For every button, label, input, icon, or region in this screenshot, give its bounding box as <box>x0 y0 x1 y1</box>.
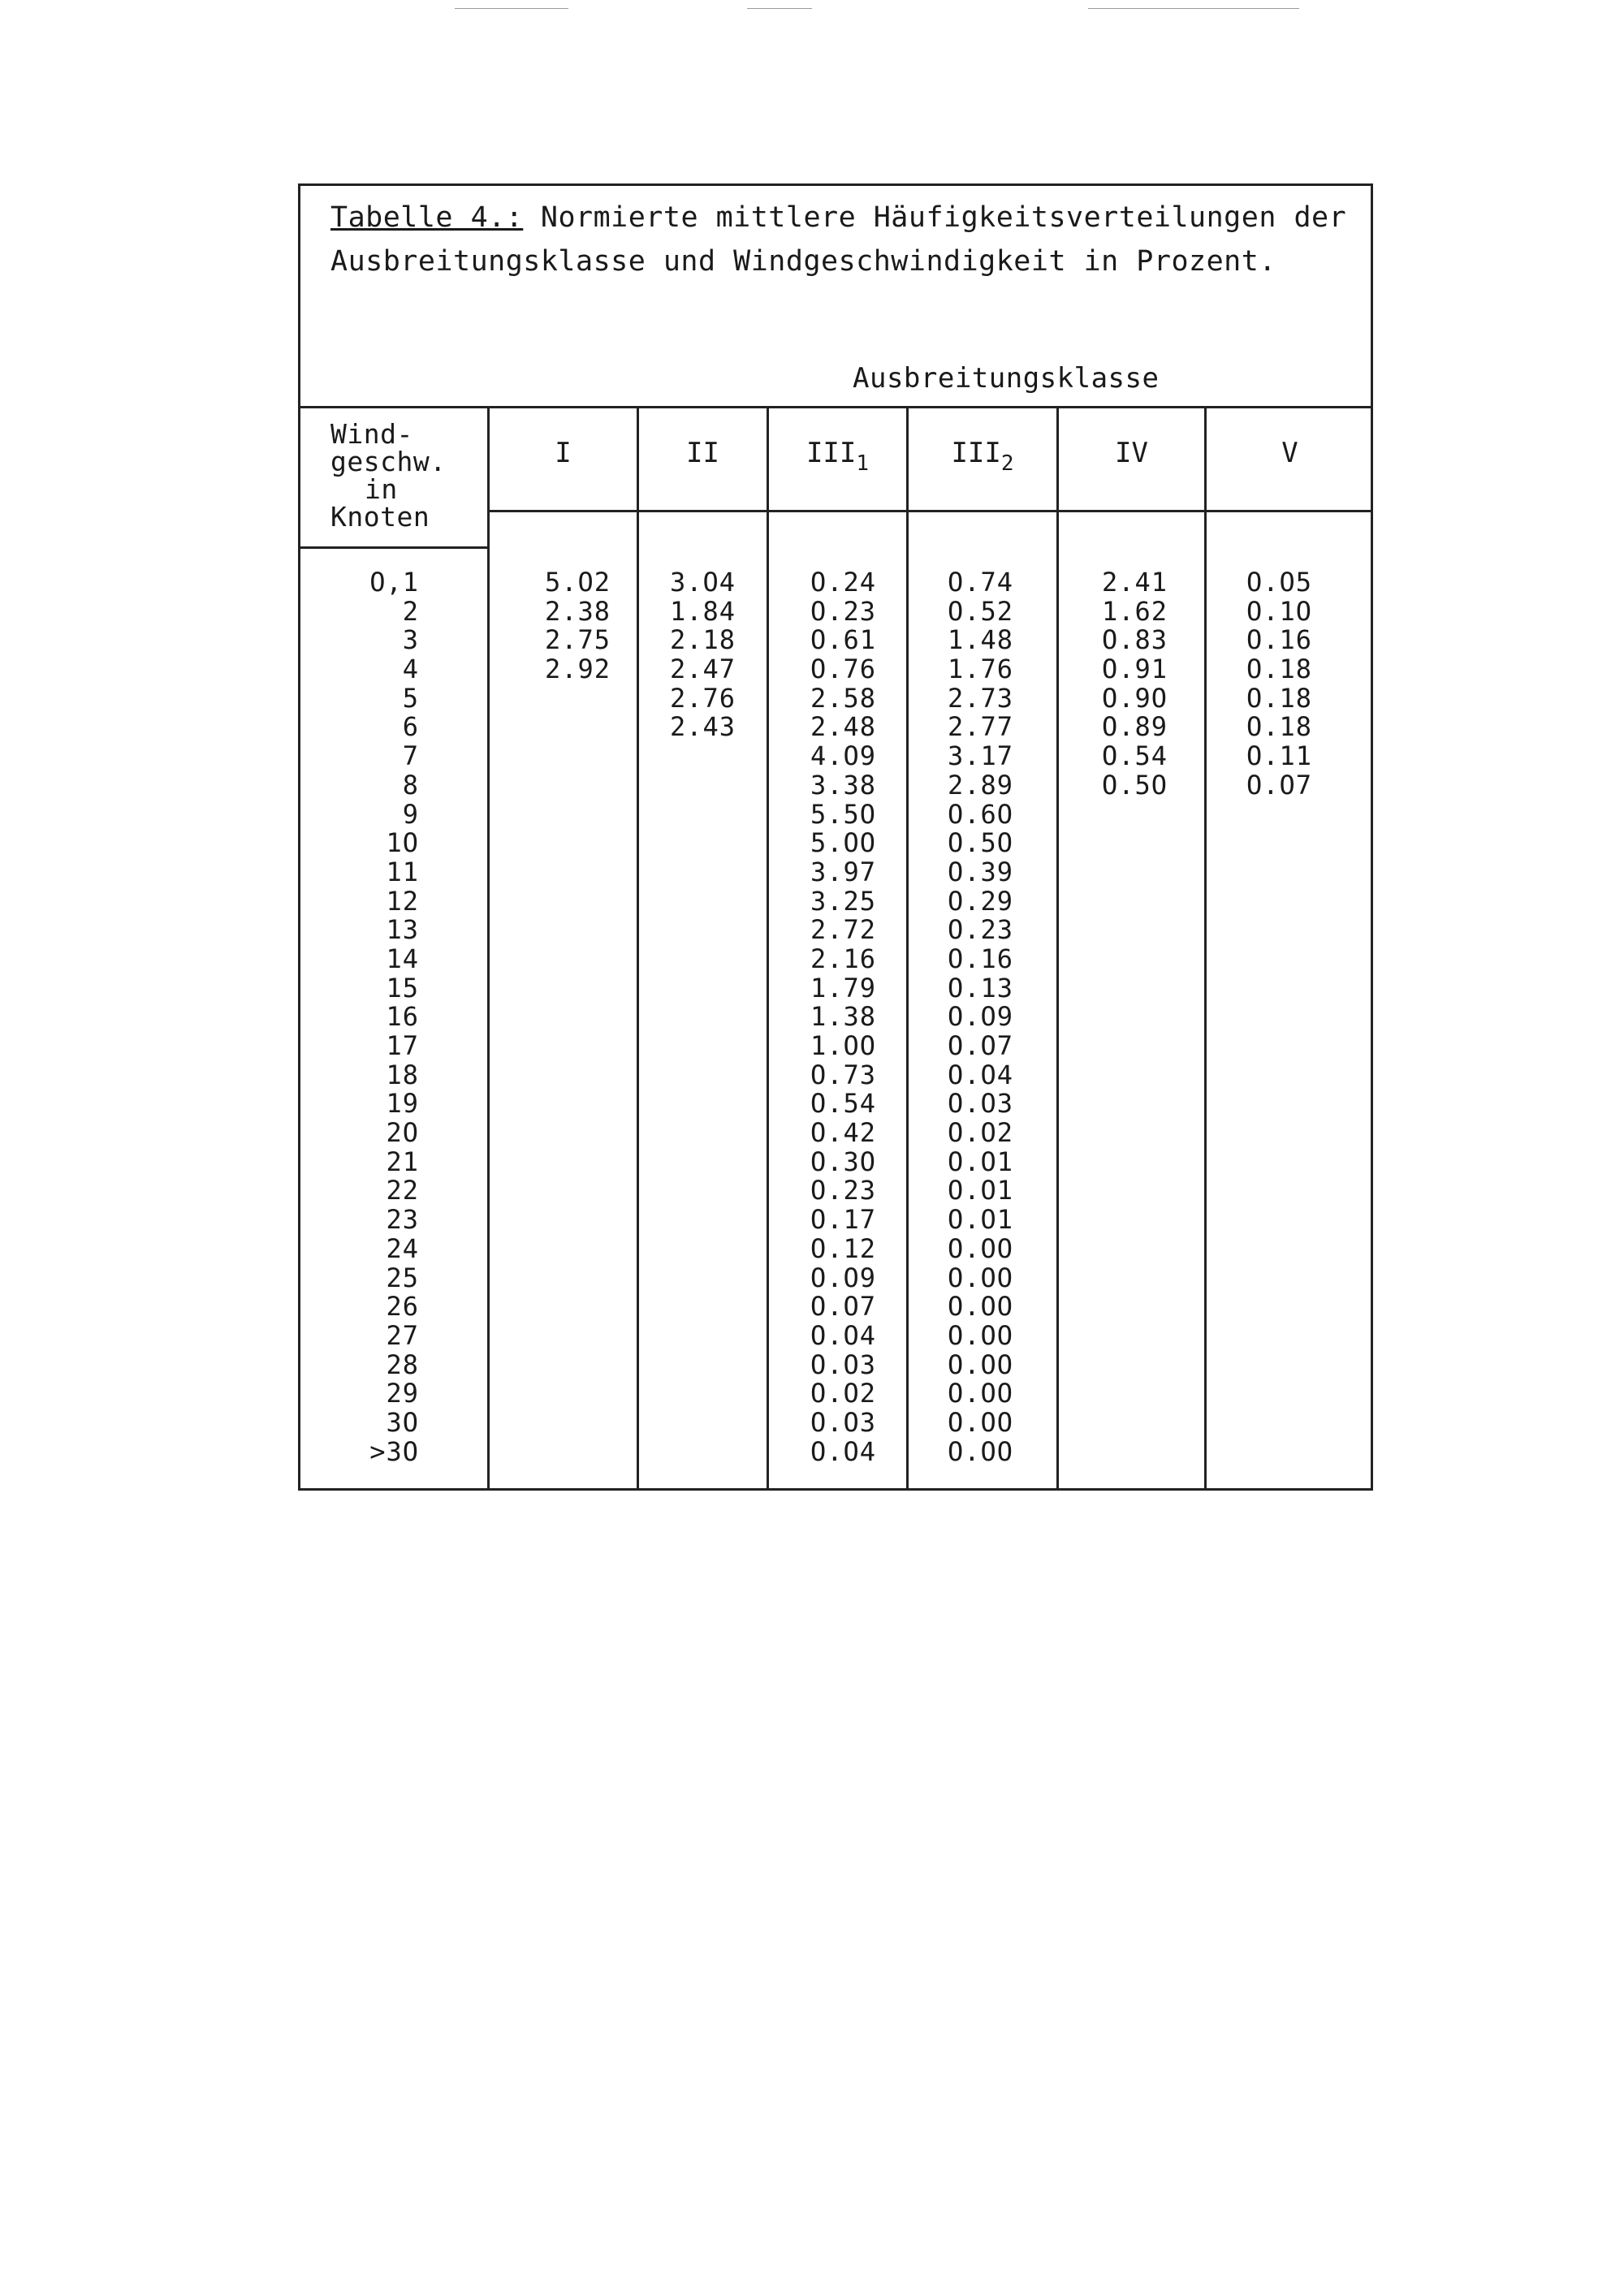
column-rule <box>1204 406 1207 1491</box>
value-cell: 5.OO <box>810 827 876 859</box>
class-III2-column <box>929 568 1013 1466</box>
value-cell: O.24 <box>810 567 876 598</box>
value-cell: O.23 <box>810 1175 876 1206</box>
row-header-line: Knoten <box>330 501 430 533</box>
value-cell: 5.O2 <box>544 567 611 598</box>
wind-speed-cell: 25 <box>386 1262 419 1293</box>
value-cell: 2.38 <box>544 595 611 627</box>
value-cell: O.OO <box>947 1378 1013 1409</box>
wind-speed-cell: 14 <box>386 943 419 974</box>
wind-speed-cell: 12 <box>386 885 419 917</box>
value-cell: O.OO <box>947 1232 1013 1264</box>
caption-line-1 <box>330 201 1346 234</box>
caption-title: Normierte mittlere Häufigkeitsverteilungen der <box>540 201 1347 234</box>
value-cell: O.O4 <box>947 1059 1013 1090</box>
value-cell: O.O1 <box>947 1175 1013 1206</box>
row-header <box>330 418 447 533</box>
value-cell: 5.5O <box>810 798 876 830</box>
wind-speed-column <box>341 568 419 1466</box>
value-cell: O.OO <box>947 1319 1013 1351</box>
value-cell: O.O4 <box>810 1435 876 1467</box>
column-rule <box>637 406 639 1491</box>
column-header-III1: $III_1$ <box>806 437 870 476</box>
column-header-V: V <box>1281 437 1298 469</box>
wind-speed-cell: 22 <box>386 1175 419 1206</box>
value-cell: O.OO <box>947 1349 1013 1380</box>
value-cell: 2.77 <box>947 711 1013 743</box>
value-cell: O.16 <box>1246 624 1312 656</box>
value-cell: O.29 <box>947 885 1013 917</box>
value-cell: O.3O <box>810 1146 876 1177</box>
value-cell: 2.72 <box>810 914 876 946</box>
wind-speed-cell: 9 <box>402 798 419 830</box>
wind-speed-cell: 16 <box>386 1001 419 1033</box>
scan-mark <box>1088 8 1299 9</box>
value-cell: 1.38 <box>810 1001 876 1033</box>
class-V-column <box>1226 568 1312 801</box>
row-header-line: geschw. <box>330 446 447 477</box>
header-rule <box>298 406 1373 408</box>
value-cell: O.76 <box>810 654 876 685</box>
row-header-line: Wind- <box>330 418 413 450</box>
caption-label: Tabelle 4.: <box>330 201 524 234</box>
value-cell: O.O2 <box>810 1378 876 1409</box>
value-cell: 3.17 <box>947 740 1013 772</box>
wind-speed-cell: >3O <box>369 1435 419 1467</box>
wind-speed-cell: 18 <box>386 1059 419 1090</box>
wind-speed-cell: 13 <box>386 914 419 946</box>
value-cell: O.O9 <box>947 1001 1013 1033</box>
value-cell: O.OO <box>947 1435 1013 1467</box>
value-cell: O.13 <box>947 972 1013 1003</box>
subheader-rule <box>490 510 1373 512</box>
column-header-II: II <box>686 437 719 469</box>
value-cell: 2.48 <box>810 711 876 743</box>
value-cell: O.OO <box>947 1262 1013 1293</box>
scan-mark <box>455 8 568 9</box>
value-cell: O.O9 <box>810 1262 876 1293</box>
value-cell: O.23 <box>947 914 1013 946</box>
value-cell: 1.76 <box>947 654 1013 685</box>
value-cell: 2.58 <box>810 682 876 714</box>
class-II-column <box>650 568 736 742</box>
group-header: Ausbreitungsklasse <box>853 362 1160 395</box>
value-cell: O.91 <box>1101 654 1168 685</box>
value-cell: O.39 <box>947 856 1013 887</box>
value-cell: 2.92 <box>544 654 611 685</box>
value-cell: 2.76 <box>669 682 736 714</box>
value-cell: O.O3 <box>810 1406 876 1438</box>
value-cell: O.O7 <box>810 1291 876 1323</box>
value-cell: O.42 <box>810 1117 876 1149</box>
value-cell: O.74 <box>947 567 1013 598</box>
value-cell: 1.84 <box>669 595 736 627</box>
value-cell: 2.89 <box>947 769 1013 801</box>
value-cell: O.OO <box>947 1406 1013 1438</box>
value-cell: O.OO <box>947 1291 1013 1323</box>
value-cell: 2.18 <box>669 624 736 656</box>
value-cell: O.1O <box>1246 595 1312 627</box>
value-cell: O.17 <box>810 1204 876 1236</box>
wind-speed-cell: 24 <box>386 1232 419 1264</box>
value-cell: O.O5 <box>1246 567 1312 598</box>
value-cell: 1.62 <box>1101 595 1168 627</box>
value-cell: O.83 <box>1101 624 1168 656</box>
wind-speed-cell: 5 <box>402 682 419 714</box>
value-cell: O.O7 <box>947 1030 1013 1061</box>
wind-speed-cell: 29 <box>386 1378 419 1409</box>
value-cell: 3.38 <box>810 769 876 801</box>
value-cell: 1.48 <box>947 624 1013 656</box>
value-cell: 3.25 <box>810 885 876 917</box>
column-header-IV: IV <box>1115 437 1148 469</box>
class-IV-column <box>1082 568 1168 801</box>
value-cell: O.O3 <box>947 1088 1013 1120</box>
value-cell: O.16 <box>947 943 1013 974</box>
wind-speed-cell: 8 <box>402 769 419 801</box>
wind-speed-cell: 11 <box>386 856 419 887</box>
value-cell: O.5O <box>947 827 1013 859</box>
wind-speed-cell: 1O <box>386 827 419 859</box>
wind-speed-cell: 26 <box>386 1291 419 1323</box>
value-cell: 3.O4 <box>669 567 736 598</box>
scan-mark <box>747 8 812 9</box>
value-cell: O.18 <box>1246 711 1312 743</box>
wind-speed-cell: 3 <box>402 624 419 656</box>
wind-speed-cell: 3O <box>386 1406 419 1438</box>
column-header-I: I <box>555 437 572 469</box>
column-rule <box>1056 406 1059 1491</box>
value-cell: 3.97 <box>810 856 876 887</box>
value-cell: O.54 <box>1101 740 1168 772</box>
value-cell: O.54 <box>810 1088 876 1120</box>
value-cell: 1.OO <box>810 1030 876 1061</box>
value-cell: O.5O <box>1101 769 1168 801</box>
column-rule <box>906 406 909 1491</box>
value-cell: O.O4 <box>810 1319 876 1351</box>
value-cell: O.18 <box>1246 654 1312 685</box>
value-cell: 2.16 <box>810 943 876 974</box>
row-header-line: in <box>365 473 398 505</box>
value-cell: O.9O <box>1101 682 1168 714</box>
value-cell: O.23 <box>810 595 876 627</box>
wind-speed-cell: 4 <box>402 654 419 685</box>
wind-speed-cell: 21 <box>386 1146 419 1177</box>
value-cell: O.O7 <box>1246 769 1312 801</box>
column-rule <box>487 406 490 1491</box>
wind-speed-cell: 6 <box>402 711 419 743</box>
value-cell: 2.41 <box>1101 567 1168 598</box>
value-cell: 2.75 <box>544 624 611 656</box>
wind-speed-cell: 23 <box>386 1204 419 1236</box>
wind-speed-cell: 2 <box>402 595 419 627</box>
value-cell: O.O2 <box>947 1117 1013 1149</box>
wind-speed-cell: 2O <box>386 1117 419 1149</box>
wind-speed-cell: 27 <box>386 1319 419 1351</box>
value-cell: O.O1 <box>947 1146 1013 1177</box>
value-cell: O.61 <box>810 624 876 656</box>
wind-speed-cell: 15 <box>386 972 419 1003</box>
value-cell: O.11 <box>1246 740 1312 772</box>
caption-line-2: Ausbreitungsklasse und Windgeschwindigkeit in Prozent. <box>330 245 1276 278</box>
wind-speed-cell: 17 <box>386 1030 419 1061</box>
value-cell: 1.79 <box>810 972 876 1003</box>
value-cell: O.73 <box>810 1059 876 1090</box>
rowheader-rule <box>298 546 490 549</box>
value-cell: O.12 <box>810 1232 876 1264</box>
wind-speed-cell: 7 <box>402 740 419 772</box>
column-rule <box>767 406 769 1491</box>
class-III1-column <box>792 568 876 1466</box>
value-cell: 2.47 <box>669 654 736 685</box>
class-I-column <box>520 568 611 684</box>
column-header-III2: $III_2$ <box>951 437 1014 476</box>
wind-speed-cell: 19 <box>386 1088 419 1120</box>
value-cell: O.52 <box>947 595 1013 627</box>
value-cell: O.6O <box>947 798 1013 830</box>
value-cell: 2.73 <box>947 682 1013 714</box>
value-cell: O.89 <box>1101 711 1168 743</box>
wind-speed-cell: O,1 <box>369 567 419 598</box>
value-cell: 2.43 <box>669 711 736 743</box>
value-cell: O.O1 <box>947 1204 1013 1236</box>
value-cell: 4.O9 <box>810 740 876 772</box>
wind-speed-cell: 28 <box>386 1349 419 1380</box>
value-cell: O.18 <box>1246 682 1312 714</box>
value-cell: O.O3 <box>810 1349 876 1380</box>
